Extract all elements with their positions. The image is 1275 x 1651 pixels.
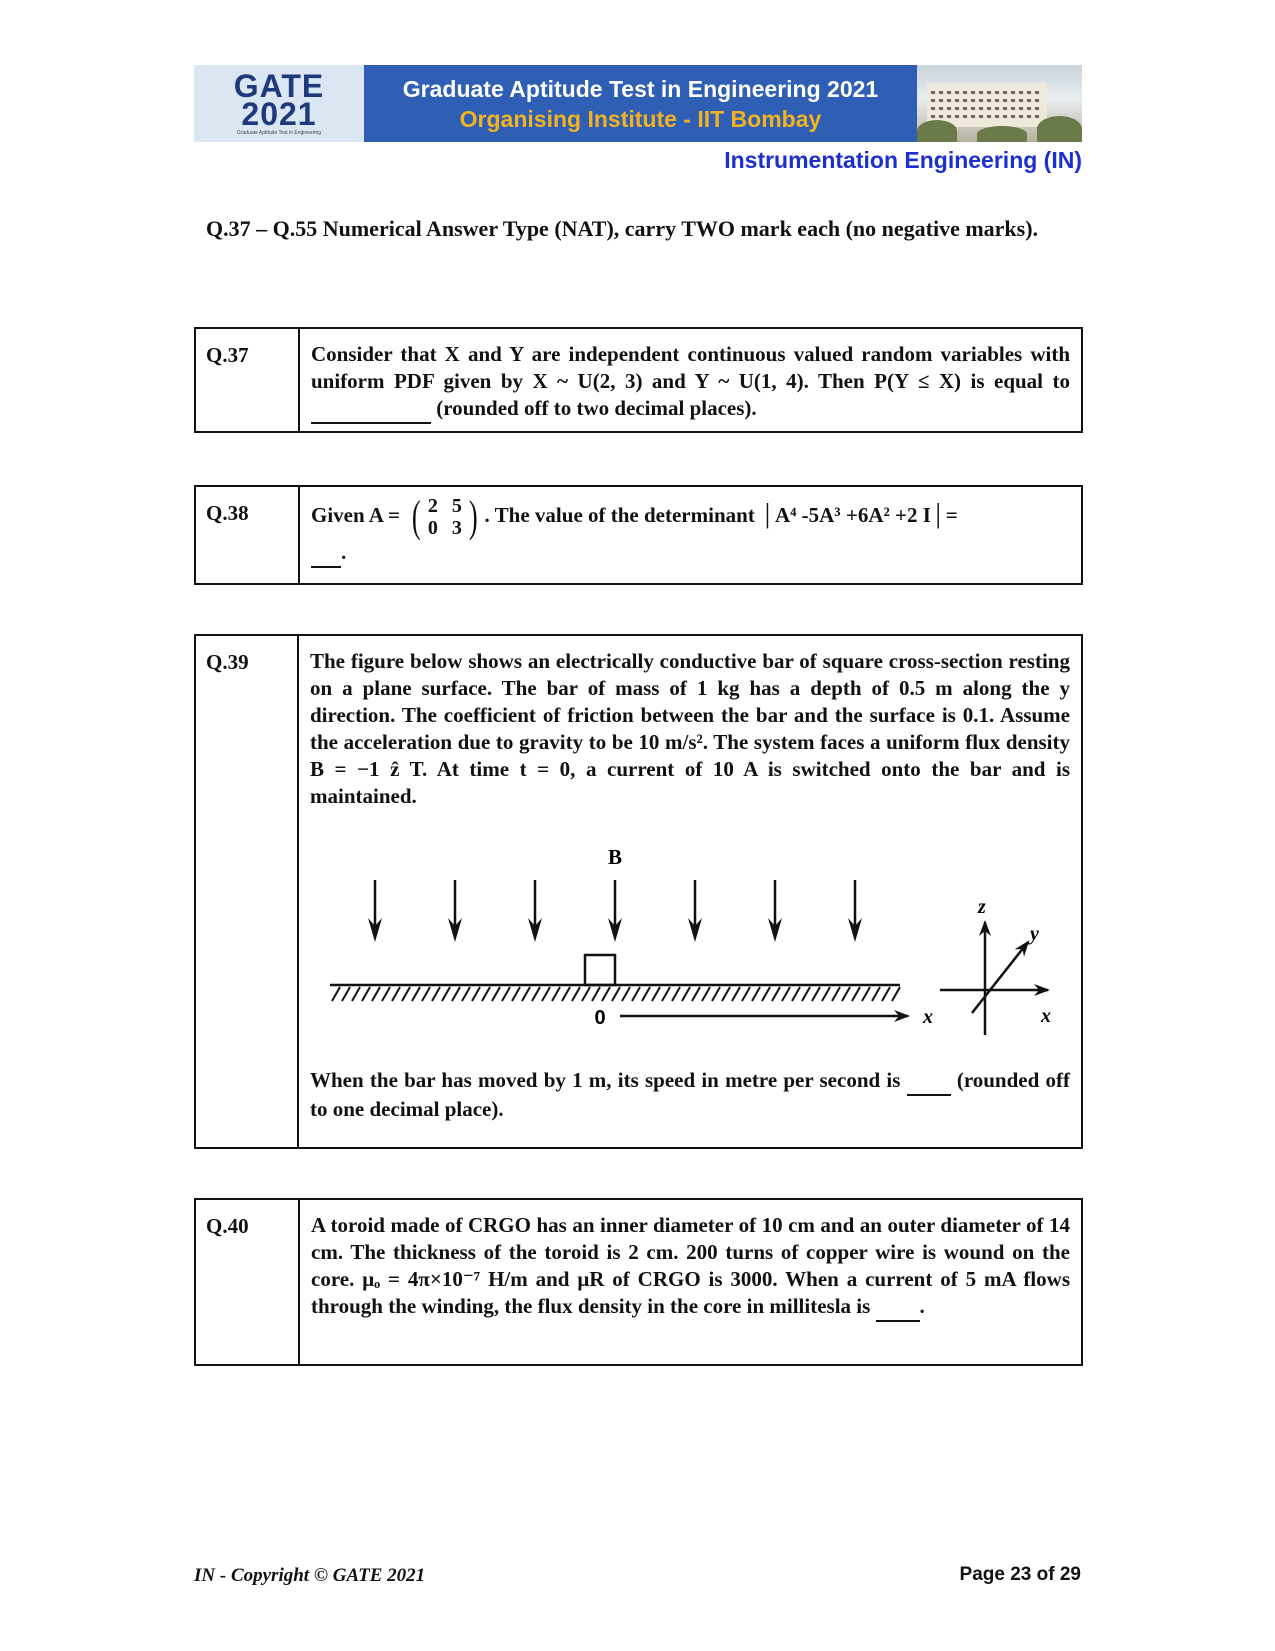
question-body: The figure below shows an electrically conductive bar of square cross-section resting on a plane surface. The bar of mass of 1 kg has a depth of 0.5 m along the y direction. The coefficient of friction between the bar and the surface is 0.1. Assume the acceleration due to gravity to be 10 m/s². The system faces a uniform flux density B = −1 ẑ T. At time t = 0, a current of 10 A is switched onto the bar and is maintained. [310, 649, 1070, 808]
logo-line-1: GATE [233, 67, 325, 104]
matrix-cell: 5 [451, 495, 462, 517]
answer-blank [311, 539, 341, 568]
question-note: (rounded off to one decimal place). [310, 1068, 1070, 1121]
question-prompt: When the bar has moved by 1 m, its speed in metre per second is (rounded off to one decimal place). [310, 1068, 1070, 1121]
matrix-cell: 3 [451, 517, 462, 539]
question-end: . [341, 540, 347, 564]
section-heading: Q.37 – Q.55 Numerical Answer Type (NAT), carry TWO mark each (no negative marks). [206, 216, 1039, 241]
figure-svg [310, 830, 1070, 1050]
matrix-a [409, 492, 480, 541]
subject-title: Instrumentation Engineering (IN) [724, 147, 1082, 173]
question-40 [194, 1198, 1083, 1366]
origin-label: 0 [594, 1007, 606, 1029]
question-38 [194, 485, 1083, 585]
question-body: Given A = [311, 502, 406, 527]
question-number: Q.38 [196, 487, 300, 583]
exam-title-block [364, 65, 917, 142]
question-text [300, 487, 1081, 583]
question-number: Q.39 [196, 636, 299, 1147]
question-body: A toroid made of CRGO has an inner diameter of 10 cm and an outer diameter of 14 cm. The thickness of the toroid is 2 cm. 200 turns of copper wire is wound on the core. μₒ = 4π×10⁻⁷ H/m and μR of CRGO is 3000. When a current of 5 mA flows through the winding, the flux density in the core in millitesla is [311, 1213, 1070, 1318]
page-number: Page 23 of 29 [959, 1564, 1081, 1585]
right-paren: ) [468, 492, 478, 541]
y-axis [972, 942, 1028, 1013]
question-end: . [919, 1294, 925, 1318]
y-axis-label: y [1030, 923, 1039, 945]
question-note: (rounded off to two decimal places). [431, 396, 757, 420]
exam-title: Graduate Aptitude Test in Engineering 2021 [402, 75, 879, 102]
z-axis-label: z [978, 896, 986, 918]
question-39 [194, 634, 1083, 1149]
field-arrows [368, 880, 862, 942]
x-axis-label: x [1041, 1005, 1051, 1027]
question-text [300, 1200, 1081, 1364]
question-number: Q.40 [196, 1200, 300, 1364]
flux-density-label: B [607, 845, 623, 869]
institute-building-image [917, 65, 1082, 142]
left-paren: ( [412, 492, 421, 541]
matrix-cell: 2 [427, 495, 438, 517]
gate-logo [194, 65, 364, 142]
organising-institute: Organising Institute - IIT Bombay [459, 105, 822, 132]
matrix-cell: 0 [427, 517, 438, 539]
answer-blank [876, 1293, 920, 1322]
question-text [300, 329, 1081, 431]
copyright-notice: IN - Copyright © GATE 2021 [194, 1565, 426, 1586]
header-banner [194, 65, 1082, 142]
logo-line-2: 2021 [241, 95, 317, 132]
conductive-bar [585, 955, 615, 985]
question-number: Q.37 [196, 329, 300, 431]
logo-tagline: Graduate Aptitude Test in Engineering [236, 129, 322, 136]
surface-hatching [332, 987, 900, 1001]
answer-blank [311, 395, 431, 424]
question-body: Consider that X and Y are independent continuous valued random variables with uniform PDF given by X ~ U(2, 3) and Y ~ U(1, 4). Then P(Y ≤ X) is equal to [311, 342, 1070, 393]
bar-on-surface-figure [310, 830, 1070, 1057]
determinant-expression: │A⁴ -5A³ +6A² +2 I│= [760, 502, 958, 527]
answer-blank [907, 1067, 951, 1096]
question-37 [194, 327, 1083, 433]
displacement-axis-label: x [923, 1006, 933, 1028]
question-body-2: . The value of the determinant [484, 502, 761, 527]
question-text [299, 636, 1081, 1147]
